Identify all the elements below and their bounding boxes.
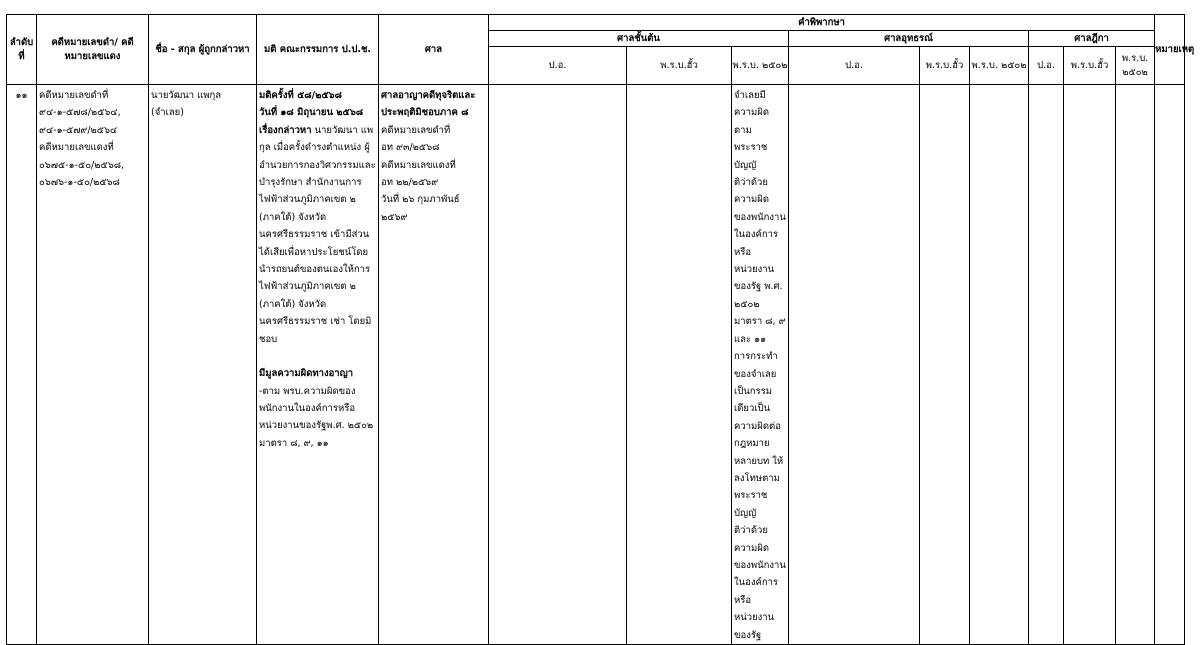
verdict-table — [6, 14, 1195, 645]
header-first-prb-ua: พ.ร.บ.ฮั้ว — [627, 47, 732, 85]
cell-appeal-prb-ua — [920, 85, 970, 645]
cell-supreme-po — [1029, 85, 1064, 645]
cell-supreme-prb-ua — [1064, 85, 1116, 645]
header-verdict: คำพิพากษา — [489, 15, 1155, 31]
cell-first-prb-2502: จำเลยมี ความผิด ตาม พระราชบัญญั ติว่าด้วย ความผิด ของพนักงาน ในองค์การ หรือ หน่วยงาน ของรัฐ พ.ศ. ๒๕๐๒ มาตรา ๘, ๙ และ ๑๑ การกระทำ ของจำเลย เป็นกรรม เดียวเป็น ความผิดต่อ กฎหมาย หลายบท ให้ ลงโทษตาม พระราชบัญญั ติว่าด้วย ความผิด ของพนักงาน ในองค์การ หรือ หน่วยงาน ของรัฐ — [732, 85, 789, 645]
cell-supreme-prb-2502 — [1116, 85, 1155, 645]
resolution-date: วันที่ ๑๘ มิถุนายน ๒๕๖๘ — [259, 107, 364, 119]
header-name: ชื่อ - สกุล ผู้ถูกกล่าวหา — [149, 15, 257, 85]
cell-no: ๑๑ — [7, 85, 37, 645]
cell-name: นายวัฒนา แพกุล (จำเลย) — [149, 85, 257, 645]
header-first-prb-2502: พ.ร.บ. ๒๕๐๒ — [732, 47, 789, 85]
header-appeal-prb-2502: พ.ร.บ. ๒๕๐๒ — [970, 47, 1029, 85]
cell-first-prb-ua — [627, 85, 732, 645]
header-case: คดีหมายเลขดำ/ คดีหมายเลขแดง — [37, 15, 149, 85]
header-first-po: ป.อ. — [489, 47, 627, 85]
header-appeal-po: ป.อ. — [789, 47, 920, 85]
cell-resolution — [257, 85, 379, 645]
header-court-first: ศาลชั้นต้น — [489, 31, 789, 47]
court-detail: คดีหมายเลขดำที่ อท ๙๓/๒๕๖๘ คดีหมายเลขแดงที่ อท ๒๒/๒๕๖๙ วันที่ ๒๖ กุมภาพันธ์ ๒๕๖๙ — [381, 124, 460, 223]
court-name: ศาลอาญาคดีทุจริตและประพฤติมิชอบภาค ๘ — [381, 90, 476, 119]
accusation-label: เรื่องกล่าวหา — [259, 124, 312, 136]
cell-appeal-po — [789, 85, 920, 645]
header-no: ลำดับที่ — [7, 15, 37, 85]
header-court-appeal: ศาลอุทธรณ์ — [789, 31, 1029, 47]
cell-remark — [1155, 85, 1185, 645]
accusation-text: นายวัฒนา แพกุล เมื่อครั้งดำรงตำแหน่ง ผู้อำนวยการกองวิศวกรรมและบำรุงรักษา สำนักงานการไฟฟ้าส่วนภูมิภาคเขต ๒ (ภาคใต้) จังหวัดนครศรีธรรมราช เข้ามีส่วนได้เสียเพื่อหาประโยชน์โดยนำรถยนต์ของตนเองให้การไฟฟ้าส่วนภูมิภาคเขต ๒ (ภาคใต้) จังหวัดนครศรีธรรมราช เช่า โดยมิชอบ — [259, 124, 376, 345]
resolution-number: มติครั้งที่ ๕๘/๒๕๖๘ — [259, 90, 342, 101]
header-supreme-po: ป.อ. — [1029, 47, 1064, 85]
header-court: ศาล — [379, 15, 489, 85]
header-supreme-prb-ua: พ.ร.บ.ฮั้ว — [1064, 47, 1116, 85]
header-resolution: มติ คณะกรรมการ ป.ป.ช. — [257, 15, 379, 85]
cell-court — [379, 85, 489, 645]
header-supreme-prb-2502: พ.ร.บ. ๒๕๐๒ — [1116, 47, 1155, 85]
header-court-supreme: ศาลฎีกา — [1029, 31, 1155, 47]
cell-appeal-prb-2502 — [970, 85, 1029, 645]
table-row — [7, 85, 1185, 645]
cell-first-po — [489, 85, 627, 645]
resolution-accusation — [259, 122, 376, 348]
header-appeal-prb-ua: พ.ร.บ.ฮั้ว — [920, 47, 970, 85]
crime-label: มีมูลความผิดทางอาญา — [259, 368, 354, 380]
crime-text: -ตาม พรบ.ความผิดของพนักงานในองค์การหรือหน่วยงานของรัฐพ.ศ. ๒๕๐๒ มาตรา ๘, ๙, ๑๑ — [259, 385, 374, 449]
cell-case: คดีหมายเลขดำที่ ๙๔-๑-๕๗๘/๒๕๖๔, ๙๔-๑-๕๗๙/๒๕๖๔ คดีหมายเลขแดงที่ ๐๖๗๕-๑-๕๐/๒๕๖๘, ๐๖๗๖-๑-๕๐/๒๕๖๘ — [37, 85, 149, 645]
header-remark: หมายเหตุ — [1155, 15, 1185, 85]
